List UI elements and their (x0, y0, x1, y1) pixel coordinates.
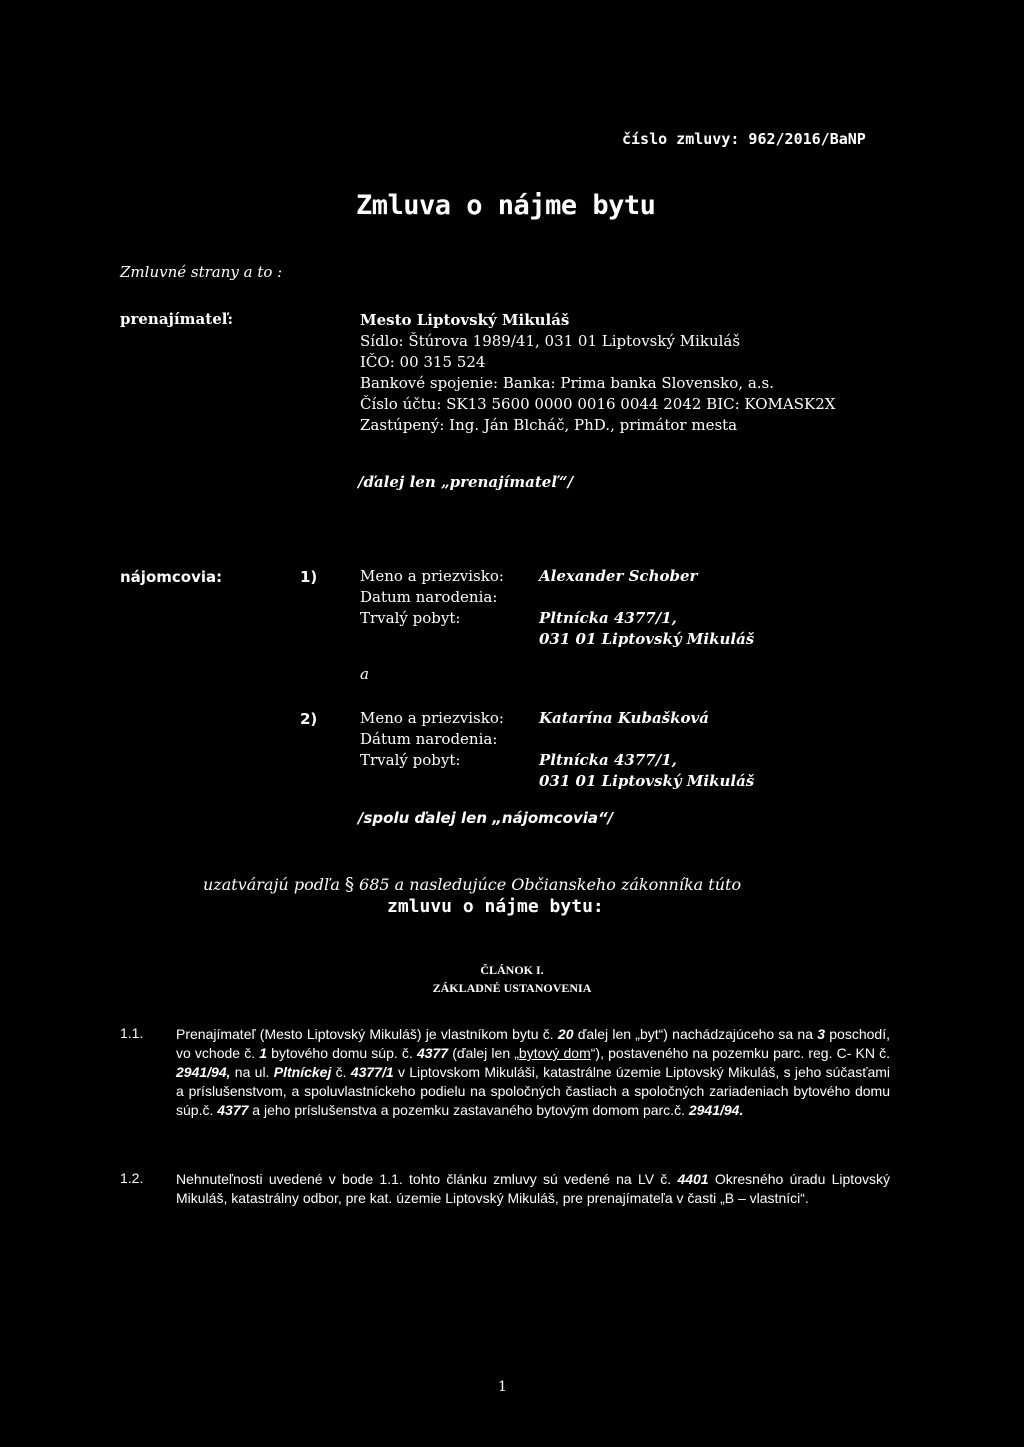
landlord-representative: Zastúpený: Ing. Ján Blcháč, PhD., primátor mesta (360, 416, 738, 434)
clause-1-text (176, 1025, 890, 1120)
tenant-1-address-line2: 031 01 Liptovský Mikuláš (539, 630, 755, 648)
clause-emphasis: 20 (557, 1026, 574, 1042)
intro-sentence (203, 874, 741, 895)
clause-text: Okresného úradu Liptovský Mikuláš, katastrálny odbor, pre kat. územie Liptovský Mikuláš, pre prenajímateľa v časti „B – vlastníci“. (176, 1171, 890, 1206)
clause-emphasis: 2941/94, (176, 1064, 231, 1080)
landlord-ico: IČO: 00 315 524 (360, 353, 486, 371)
tenants-label: nájomcovia: (120, 568, 223, 586)
clause-emphasis: 4377 (416, 1045, 449, 1061)
clause-1-number: 1.1. (120, 1025, 144, 1041)
landlord-alias: /ďalej len „prenajímateľ“/ (358, 473, 574, 491)
article-number: ČLÁNOK I. (480, 963, 544, 977)
landlord-seat: Sídlo: Štúrova 1989/41, 031 01 Liptovský Mikuláš (360, 332, 741, 350)
article-title: ZÁKLADNÉ USTANOVENIA (432, 981, 592, 995)
clause-text: (ďalej len „ (448, 1045, 519, 1061)
tenant-2-number: 2) (300, 710, 318, 728)
document-title: Zmluva o nájme bytu (356, 190, 656, 221)
clause-emphasis: Pltníckej (273, 1064, 332, 1080)
tenant-2-name-label: Meno a priezvisko: (360, 709, 504, 727)
landlord-account: Číslo účtu: SK13 5600 0000 0016 0044 2042 BIC: KOMASK2X (360, 395, 836, 413)
tenant-2-birth-label: Dátum narodenia: (360, 730, 498, 748)
clause-text: Nehnuteľnosti uvedené v bode 1.1. tohto článku zmluvy sú vedené na LV č. (176, 1171, 678, 1187)
clause-emphasis: 3 (817, 1026, 826, 1042)
landlord-name: Mesto Liptovský Mikuláš (360, 311, 570, 329)
tenant-2-address-line1: Pltnícka 4377/1, (539, 751, 677, 769)
clause-emphasis: 2941/94. (688, 1102, 744, 1118)
tenant-1-address-line1: Pltnícka 4377/1, (539, 609, 677, 627)
clause-text: Prenajímateľ (Mesto Liptovský Mikuláš) je vlastníkom bytu č. (176, 1026, 558, 1042)
contract-heading: zmluvu o nájme bytu: (387, 896, 604, 917)
tenant-1-birth-label: Datum narodenia: (360, 588, 498, 606)
clause-2-number: 1.2. (120, 1170, 144, 1186)
intro-after: 685 a nasledujúce Občianskeho zákonníka túto (353, 875, 742, 894)
clause-text: na ul. (230, 1064, 274, 1080)
clause-text: “), postaveného na pozemku parc. reg. C- KN č. (590, 1045, 891, 1061)
landlord-label: prenajímateľ: (120, 310, 233, 328)
tenant-2-name: Katarína Kubašková (539, 709, 709, 727)
landlord-bank: Bankové spojenie: Banka: Prima banka Slovensko, a.s. (360, 374, 775, 392)
contract-number: číslo zmluvy: 962/2016/BaNP (622, 130, 866, 148)
tenant-2-address-label: Trvalý pobyt: (360, 751, 461, 769)
clause-2-text (176, 1170, 890, 1208)
clause-text: v Liptovskom Mikuláši, katastrálne územie Liptovský Mikuláš, s jeho súčasťami a príslušenstvom, a spoluvlastníckeho podielu na spoločných častiach a spoločných zariadeniach bytového domu súp.č. (176, 1064, 891, 1118)
clause-text: a jeho príslušenstva a pozemku zastavaného bytovým domom parc.č. (248, 1102, 689, 1118)
clause-emphasis: 4377/1 (350, 1064, 394, 1080)
parties-intro: Zmluvné strany a to : (120, 263, 283, 281)
tenant-2-address-line2: 031 01 Liptovský Mikuláš (539, 772, 755, 790)
tenants-alias: /spolu ďalej len „nájomcovia“/ (358, 809, 614, 827)
section-sign: § (344, 874, 354, 895)
clause-text: ďalej len „byt“) nachádzajúceho sa na (573, 1026, 818, 1042)
tenant-1-address-label: Trvalý pobyt: (360, 609, 461, 627)
tenant-1-name: Alexander Schober (539, 567, 698, 585)
tenants-conjunction: a (360, 665, 369, 683)
tenant-1-name-label: Meno a priezvisko: (360, 567, 504, 585)
clause-text: bytového domu súp. č. (267, 1045, 417, 1061)
page-number: 1 (498, 1379, 507, 1395)
clause-emphasis: 4401 (677, 1171, 709, 1187)
clause-emphasis: 1 (259, 1045, 268, 1061)
clause-text: č. (331, 1064, 351, 1080)
landlord-details (360, 310, 835, 436)
tenant-1-number: 1) (300, 568, 318, 586)
clause-text: poschodí, vo vchode č. (176, 1026, 890, 1061)
clause-underlined: bytový dom (518, 1045, 591, 1061)
intro-before: uzatvárajú podľa (203, 875, 345, 894)
clause-emphasis: 4377 (217, 1102, 249, 1118)
